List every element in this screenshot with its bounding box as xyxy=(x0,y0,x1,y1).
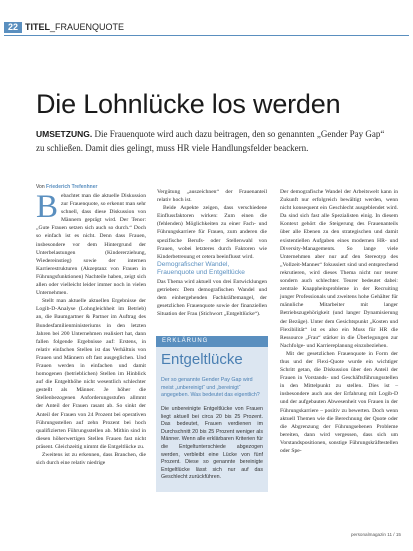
article-column-3 xyxy=(280,188,398,455)
article-column-1 xyxy=(36,189,146,467)
body-paragraph: Vergütung „auszeichnen“ der Frauenanteil relativ hoch ist. xyxy=(157,189,267,204)
section-label xyxy=(25,22,124,33)
page-header xyxy=(0,0,413,32)
article-headline: Die Lohnlücke los werden xyxy=(36,89,341,119)
body-paragraph: Das Thema wird aktuell von drei Entwicklungen getrieben: Dem demografischen Wandel und dem einhergehenden Fachkräftemangel, der gesetzlichen Frauenquote sowie der finanziellen Situation der Frau (Stichwort „Entgeltlücke“). xyxy=(157,278,267,318)
lead-kicker: UMSETZUNG. xyxy=(36,129,93,139)
page-footer: personalmagazin 11 / 15 xyxy=(351,532,401,537)
article-column-2 xyxy=(157,188,267,318)
body-paragraph xyxy=(36,189,146,297)
box-tag: ERKLÄRUNG xyxy=(156,336,268,347)
body-paragraph: Stellt man aktuelle aktuellen Ergebnisse der Logib-D-Analyse (Lohngleichheit im Betrieb) an, die Baumgartner & Partner im Auftrag des Bundesfamilienministeriums in den letzten Jahren bei 200 Unternehmen realisiert hat, dann fallen folgende Ergebnisse auf: Erstens, in relativ einfachen Stellen ist das Verhältnis von Frauen und Männern oft fast ausgeglichen. Und Frauen werden in einfachen und damit homogenen (betrieblichen) Stellen im Hinblick auf die Entgelthöhe nicht wesentlich schlechter gestellt als Männer. Je höher die Stellenbezogenen Anforderungsstufen allmmt der Anteil der Frauen rasant ab. So sinkt der Anteil der Frauen von 24 Prozent bei operativen Führungsstellen auf zehn Prozent bei hoch qualifizierten Führungsstellen ab. Mithin sind in diesen höherwertigen Stellen Frauen fast nicht präsent. Gleichzeitig nimmt die Entgeltlücke zu. xyxy=(36,298,146,450)
lead-text: Die Frauenquote wird auch dazu beitragen, den so genannten „Gender Pay Gap“ zu schließen. Damit dies gelingt, muss HR viele Handlungsfelder beackern. xyxy=(36,129,385,153)
explainer-box xyxy=(156,336,268,492)
box-body: Die unbereinigte Entgeltlücke von Frauen liegt aktuell bei circa 20 bis 25 Prozent. Das bedeutet, Frauen verdienen im Durchschnitt 20 bis 25 Prozent weniger als Männer. Wenn alle erklärbaren Kriterien für die Entgeltunterschiede abgezogen werden, verbleibt eine Lücke von fünf Prozent. Diese so genannte bereinigte Entgeltlücke lässt sich nur auf das Geschlecht zurückführen. xyxy=(161,406,263,481)
body-paragraph: Beide Aspekte zeigen, dass verschiedene Einflussfaktoren wirken: Zum einen die (fehlenden) Möglichkeiten zu einer Fach- und Führungskarriere für Frauen, zum anderen die spezifische Berufs- oder Stellenwahl von Frauen, wobei letzteres durch Faktoren wie Kinderbetreuung et cetera beeinflusst wird. xyxy=(157,205,267,260)
section-prefix: TITEL xyxy=(25,22,50,32)
box-title: Entgeltlücke xyxy=(161,351,243,368)
col1-first-text: ebachtet man die aktuelle Diskussion zur Frauenquote, so erkennt man sehr schnell, dass diese Diskussion von Männern geprägt wird. Der Tenor: „Gute Frauen setzen sich auch so durch.“ Doch so einfach ist es nicht. Denn dass Frauen, insbesondere vor dem Hintergrund der Unterbelastungen (Kindererziehung, Wiedereinstieg) sowie der internen Karrierestrukturen (Akzeptanz von Frauen in Führungsfunktionen) Nachteile haben, zeigt sich allen oder vielleicht leider immer noch in vielen Unternehmen. xyxy=(36,193,146,297)
drop-cap: B xyxy=(36,189,59,225)
body-paragraph: Der demografische Wandel der Arbeitswelt kann in Zukunft nur erfolgreich bewältigt werden, wenn nicht konsequent ein Geschlecht ausgeblendet wird. Da sind sich fast alle Spezialisten einig. In diesem Kontext gehört die Steigerung des Frauenanteils über alle Ebenen zu den strategischen und damit existentiellen Aufgaben eines modernen HR- und Diversity-Managements. So lange viele Unternehmen aber nur auf den Stereotyp des „Vollzeit-Mannes“ fokussiert sind und entsprechend rekrutieren, wird dieses Thema nicht nur teurer sondern auch schlechter. Teurer bedeutet dabei: zentrale Knappheitsprobleme in der Recruiting junger Professionals und zweitens hohe Gehälter für männliche Mitarbeiter mit langer Betriebszugehörigkeit (und langer Dynamisierung der Bezüge). Unter dem Gesichtspunkt „Kosten und Flexibilität“ ist es also ein Muss für HR die Ressource „Frau“ stärker in die Überlegungen zur Nachfolge- und Karriereplanung einzubeziehen. xyxy=(280,189,398,349)
box-intro: Der so genannte Gender Pay Gap wird meist „unbereinigt“ und „bereinigt“ angegeben. Was bedeutet das eigentlich? xyxy=(161,377,260,399)
page-number: 22 xyxy=(4,22,22,33)
section-suffix: _FRAUENQUOTE xyxy=(50,22,125,32)
author-name: Friederich Trefenhner xyxy=(46,184,98,190)
section-subhead: Demografischer Wandel, Frauenquote und Entgeltlücke xyxy=(157,260,245,277)
body-paragraph: Zweitens ist zu erkennen, dass Branchen, die sich durch eine relativ niedrige xyxy=(36,452,146,467)
article-lead xyxy=(36,127,394,155)
header-rule xyxy=(4,35,409,36)
author-prefix: Von xyxy=(36,184,45,190)
body-paragraph: Mit der gesetzlichen Frauenquote in Form der thus und der Flexi-Quote wurde ein wichtiger Schritt getan, die Diskussion über den Anteil der Frauen in Vorstands- und Geschäftsführungsstellen in den Mittelpunkt zu stellen. Dies ist – insbesondere auch aus der Erfahrung mit Logib-D und der aufgebauten Abwesenheit von Frauen in der Führungskarriere – positiv zu bewerten. Doch wenn aktuell Themen wie die Berechnung der Quote oder die Abgrenzung der Führungsebenen Probleme bereiten, dann wird vergessen, dass sich um Vorstandspositionen, sonstige Führungskräftestellen oder Spe- xyxy=(280,350,398,454)
